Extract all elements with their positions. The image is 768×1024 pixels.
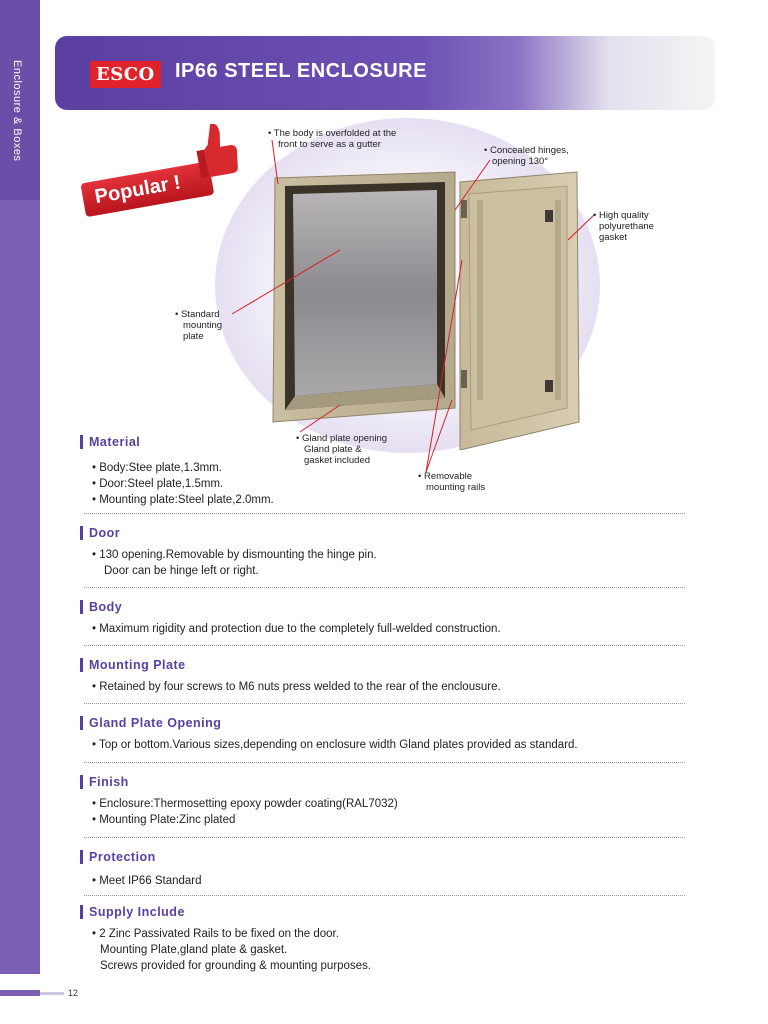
- section-title: Mounting Plate: [89, 658, 186, 672]
- section-supply-include: [80, 904, 685, 974]
- callout-line: • The body is overfolded at the: [268, 128, 397, 139]
- callout-line: • Standard: [175, 309, 220, 320]
- section-finish: [80, 774, 685, 828]
- section-marker: [80, 905, 83, 919]
- section-title: Gland Plate Opening: [89, 716, 222, 730]
- section-marker: [80, 775, 83, 789]
- side-label: Enclosure & Boxes: [11, 60, 23, 162]
- section-material: [80, 434, 410, 508]
- callout-line: front to serve as a gutter: [278, 139, 381, 150]
- section-line: • Retained by four screws to M6 nuts press welded to the rear of the enclousure.: [92, 681, 501, 693]
- separator: [84, 513, 685, 514]
- callout-line: polyurethane: [599, 221, 654, 232]
- callout-line: • High quality: [593, 210, 649, 221]
- section-title: Supply Include: [89, 905, 185, 919]
- section-line: Mounting Plate,gland plate & gasket.: [100, 944, 288, 956]
- section-marker: [80, 435, 83, 449]
- section-line: • Enclosure:Thermosetting epoxy powder coating(RAL7032): [92, 798, 398, 810]
- section-line: • 130 opening.Removable by dismounting the hinge pin.: [92, 549, 377, 561]
- section-line: Screws provided for grounding & mounting purposes.: [100, 960, 372, 972]
- callout-line: plate: [183, 331, 204, 342]
- esco-logo: ESCO: [90, 61, 161, 88]
- section-protection: [80, 849, 685, 889]
- separator: [84, 837, 685, 838]
- section-marker: [80, 600, 83, 614]
- callout-gasket: [593, 210, 654, 243]
- separator: [84, 587, 685, 588]
- page-title: IP66 STEEL ENCLOSURE: [175, 60, 427, 82]
- callout-line: • Concealed hinges,: [484, 145, 569, 156]
- section-title: Finish: [89, 775, 129, 789]
- callout-rails: [418, 471, 485, 493]
- separator: [84, 895, 685, 896]
- section-marker: [80, 850, 83, 864]
- callout-mounting-plate: [175, 309, 222, 342]
- callout-line: Gland plate &: [304, 444, 362, 455]
- section-line: • Mounting Plate:Zinc plated: [92, 814, 236, 826]
- section-line: • Maximum rigidity and protection due to the completely full-welded construction.: [92, 623, 501, 635]
- callout-hinges: [484, 145, 569, 167]
- section-marker: [80, 526, 83, 540]
- section-door: [80, 525, 685, 579]
- callout-line: • Gland plate opening: [296, 433, 388, 444]
- section-line: • Mounting plate:Steel plate,2.0mm.: [92, 494, 274, 506]
- section-title: Door: [89, 526, 121, 540]
- section-marker: [80, 658, 83, 672]
- section-line: • Door:Steel plate,1.5mm.: [92, 478, 224, 490]
- separator: [84, 645, 685, 646]
- section-line: • Meet IP66 Standard: [92, 875, 202, 887]
- callout-line: • Removable: [418, 471, 473, 482]
- section-title: Material: [89, 435, 141, 449]
- page-number: 12: [68, 988, 79, 998]
- callout-line: gasket included: [304, 455, 371, 466]
- callout-body-overfold: [268, 128, 396, 150]
- section-line: • Body:Stee plate,1.3mm.: [92, 462, 222, 474]
- section-line: • Top or bottom.Various sizes,depending on enclosure width Gland plates provided as standard.: [92, 739, 578, 751]
- section-title: Protection: [89, 850, 156, 864]
- callout-line: mounting rails: [426, 482, 486, 493]
- section-title: Body: [89, 600, 123, 614]
- separator: [84, 762, 685, 763]
- section-mounting-plate: [80, 657, 685, 695]
- callout-line: opening 130°: [492, 156, 549, 167]
- badge-text: Popular !: [93, 171, 183, 209]
- section-line: Door can be hinge left or right.: [104, 565, 259, 577]
- section-body: [80, 599, 685, 637]
- callout-line: gasket: [599, 232, 627, 243]
- callout-line: mounting: [183, 320, 223, 331]
- section-gland-plate-opening: [80, 715, 685, 753]
- section-marker: [80, 716, 83, 730]
- section-line: • 2 Zinc Passivated Rails to be fixed on the door.: [92, 928, 339, 940]
- separator: [84, 703, 685, 704]
